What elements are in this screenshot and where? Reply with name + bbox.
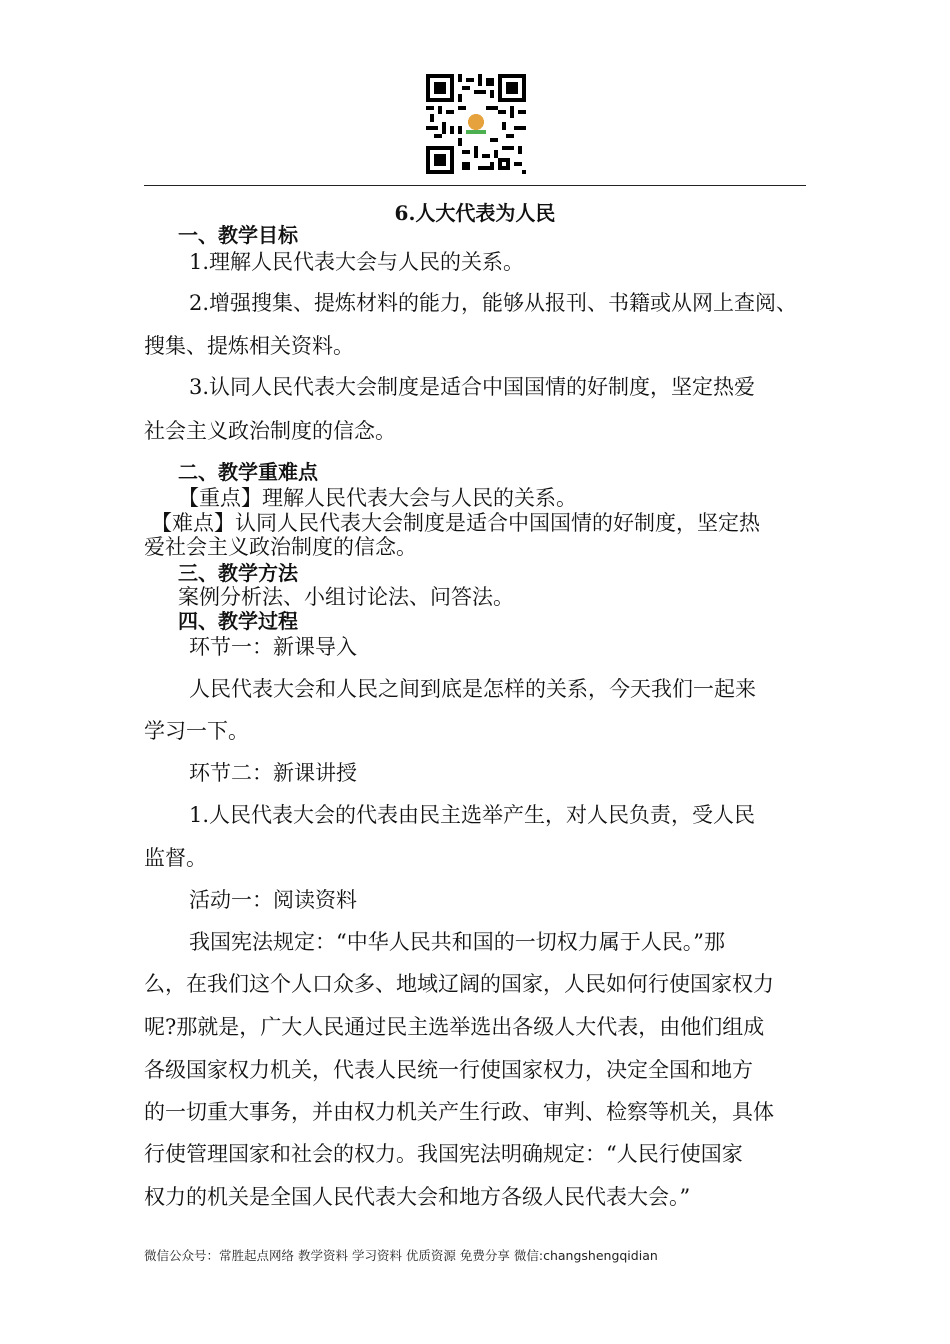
key-point: 【重点】理解人民代表大会与人民的关系。	[178, 486, 577, 510]
point-1-line2: 监督。	[144, 846, 207, 870]
teaching-methods: 案例分析法、小组讨论法、问答法。	[178, 585, 514, 609]
step-1-title: 环节一：新课导入	[189, 635, 357, 659]
point-1-line1: 1.人民代表大会的代表由民主选举产生，对人民负责，受人民	[189, 803, 756, 827]
objective-3-line2: 社会主义政治制度的信念。	[144, 419, 396, 443]
section-heading-key-points: 二、教学重难点	[178, 460, 318, 484]
page-footer: 微信公众号：常胜起点网络 教学资料 学习资料 优质资源 免费分享 微信:changshengqidian	[144, 1248, 658, 1263]
reading-line3: 呢?那就是，广大人民通过民主选举选出各级人大代表，由他们组成	[144, 1015, 765, 1039]
difficult-point-line2: 爱社会主义政治制度的信念。	[144, 535, 417, 559]
section-heading-objectives: 一、教学目标	[178, 223, 298, 247]
objective-1: 1.理解人民代表大会与人民的关系。	[189, 250, 525, 274]
step-2-title: 环节二：新课讲授	[189, 761, 357, 785]
reading-line6: 行使管理国家和社会的权力。我国宪法明确规定：“人民行使国家	[144, 1142, 743, 1166]
header-divider	[144, 185, 806, 186]
objective-2-line1: 2.增强搜集、提炼材料的能力，能够从报刊、书籍或从网上查阅、	[189, 291, 798, 315]
reading-line1: 我国宪法规定：“中华人民共和国的一切权力属于人民。”那	[189, 930, 725, 954]
reading-line7: 权力的机关是全国人民代表大会和地方各级人民代表大会。”	[144, 1185, 691, 1209]
intro-line2: 学习一下。	[144, 719, 249, 743]
reading-line5: 的一切重大事务，并由权力机关产生行政、审判、检察等机关，具体	[144, 1100, 774, 1124]
difficult-point-line1: 【难点】认同人民代表大会制度是适合中国国情的好制度，坚定热	[151, 511, 760, 535]
objective-3-line1: 3.认同人民代表大会制度是适合中国国情的好制度，坚定热爱	[189, 375, 756, 399]
qr-code-image	[426, 74, 526, 174]
intro-line1: 人民代表大会和人民之间到底是怎样的关系，今天我们一起来	[189, 677, 756, 701]
activity-1-title: 活动一：阅读资料	[189, 888, 357, 912]
reading-line2: 么，在我们这个人口众多、地域辽阔的国家，人民如何行使国家权力	[144, 972, 774, 996]
section-heading-methods: 三、教学方法	[178, 561, 298, 585]
page-title: 6.人大代表为人民	[394, 201, 556, 225]
section-heading-process: 四、教学过程	[178, 609, 298, 633]
reading-line4: 各级国家权力机关，代表人民统一行使国家权力，决定全国和地方	[144, 1058, 753, 1082]
objective-2-line2: 搜集、提炼相关资料。	[144, 334, 354, 358]
